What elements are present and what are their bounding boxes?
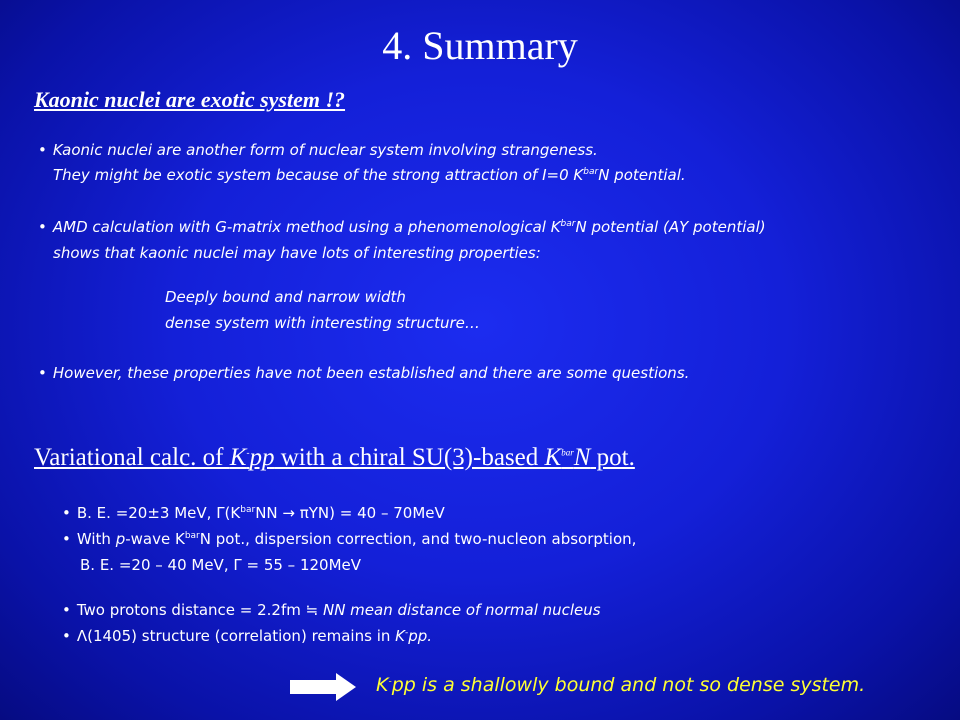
- result-pwave: • With p-wave $K^{bar}N$ pot., dispersion correction, and two-nucleon absorption,: [62, 530, 637, 548]
- section1-heading: Kaonic nuclei are exotic system !?: [34, 87, 346, 112]
- bullet-amd: • AMD calculation with G-matrix method using a phenomenological $K^{bar}N$ potential (AY potential): [38, 218, 766, 236]
- result-proton-distance: • Two protons distance = 2.2fm ≒ NN mean distance of normal nucleus: [62, 601, 601, 619]
- slide-title: 4. Summary: [382, 23, 578, 68]
- bullet-amd-cont: shows that kaonic nuclei may have lots of interesting properties:: [53, 244, 541, 262]
- bullet-kaonic-form-cont: They might be exotic system because of the strong attraction of I=0 $K^{bar}N$ potential.: [53, 166, 686, 184]
- right-arrow-icon: [290, 672, 358, 702]
- property-deeply-bound: Deeply bound and narrow width: [165, 288, 406, 306]
- property-dense-system: dense system with interesting structure…: [165, 314, 480, 332]
- section2-heading: Variational calc. of K-pp with a chiral SU(3)-based $K^{bar}N$ pot.: [34, 444, 635, 471]
- bullet-questions: • However, these properties have not been established and there are some questions.: [38, 364, 690, 382]
- result-pwave-energy: B. E. =20 – 40 MeV, Γ = 55 – 120MeV: [80, 556, 362, 574]
- result-binding-energy: • B. E. =20±3 MeV, $\Gamma(K^{bar}NN \to \pi YN) = 40 - 70MeV$: [62, 504, 445, 522]
- conclusion-text: K-pp is a shallowly bound and not so dense system.: [376, 674, 866, 696]
- bullet-kaonic-form: • Kaonic nuclei are another form of nuclear system involving strangeness.: [38, 141, 598, 159]
- result-lambda-structure: • Λ(1405) structure (correlation) remains in K-pp.: [62, 627, 433, 645]
